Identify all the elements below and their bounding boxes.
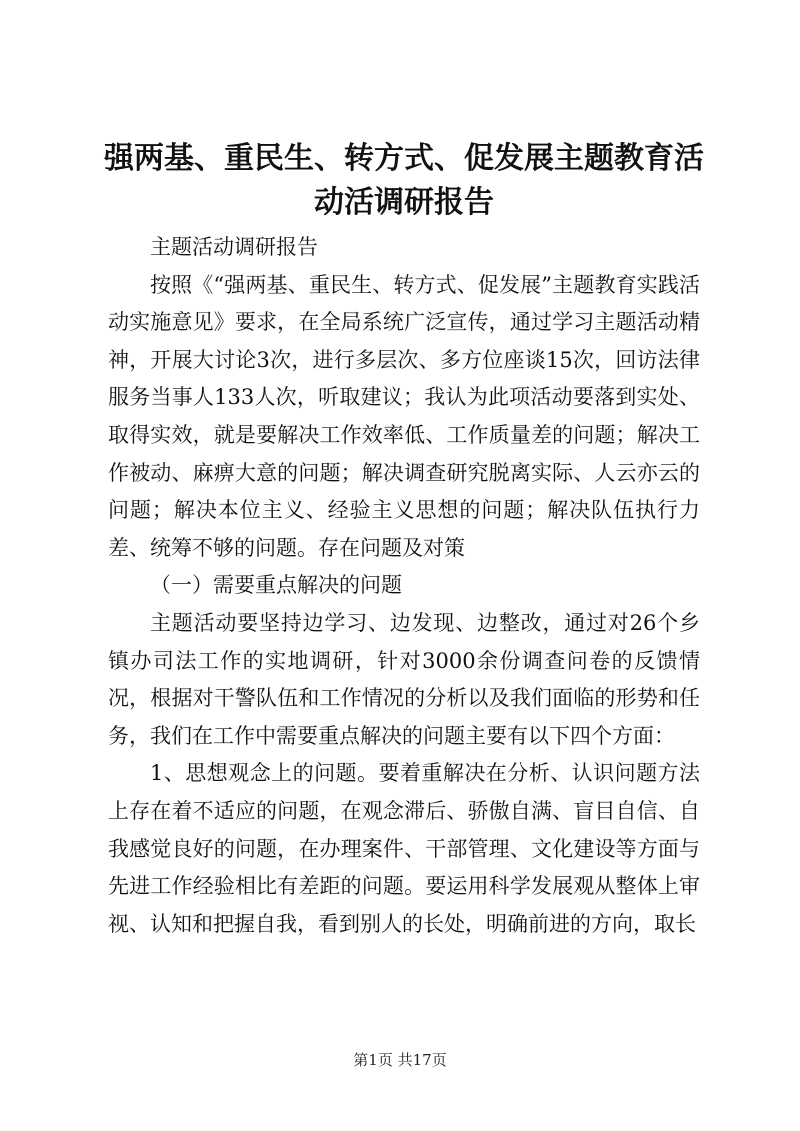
document-body (108, 229, 700, 943)
paragraph-intro: 按照《“强两基、重民生、转方式、促发展”主题教育实践活动实施意见》要求，在全局系统广泛宣传，通过学习主题活动精神，开展大讨论3次，进行多层次、多方位座谈15次，回访法律服务当事人133人次，听取建议；我认为此项活动要落到实处、取得实效，就是要解决工作效率低、工作质量差的问题；解决工作被动、麻痹大意的问题；解决调查研究脱离实际、人云亦云的问题；解决本位主义、经验主义思想的问题；解决队伍执行力差、统筹不够的问题。存在问题及对策 (108, 272, 700, 560)
paragraph-point-1: 1、思想观念上的问题。要着重解决在分析、认识问题方法上存在着不适应的问题，在观念滞后、骄傲自满、盲目自信、自我感觉良好的问题，在办理案件、干部管理、文化建设等方面与先进工作经验相比有差距的问题。要运用科学发展观从整体上审视、认知和把握自我，看到别人的长处，明确前进的方向，取长 (108, 761, 700, 936)
section-heading: （一）需要重点解决的问题 (150, 573, 402, 598)
page-footer: 第1页 共17页 (353, 1051, 447, 1069)
paragraph-body: 主题活动要坚持边学习、边发现、边整改，通过对26个乡镇办司法工作的实地调研，针对3000余份调查问卷的反馈情况，根据对干警队伍和工作情况的分析以及我们面临的形势和任务，我们在工作中需要重点解决的问题主要有以下四个方面： (108, 610, 700, 748)
paragraph-subtitle: 主题活动调研报告 (150, 235, 318, 259)
document-title: 强两基、重民生、转方式、促发展主题教育活动活调研报告 (104, 141, 704, 220)
